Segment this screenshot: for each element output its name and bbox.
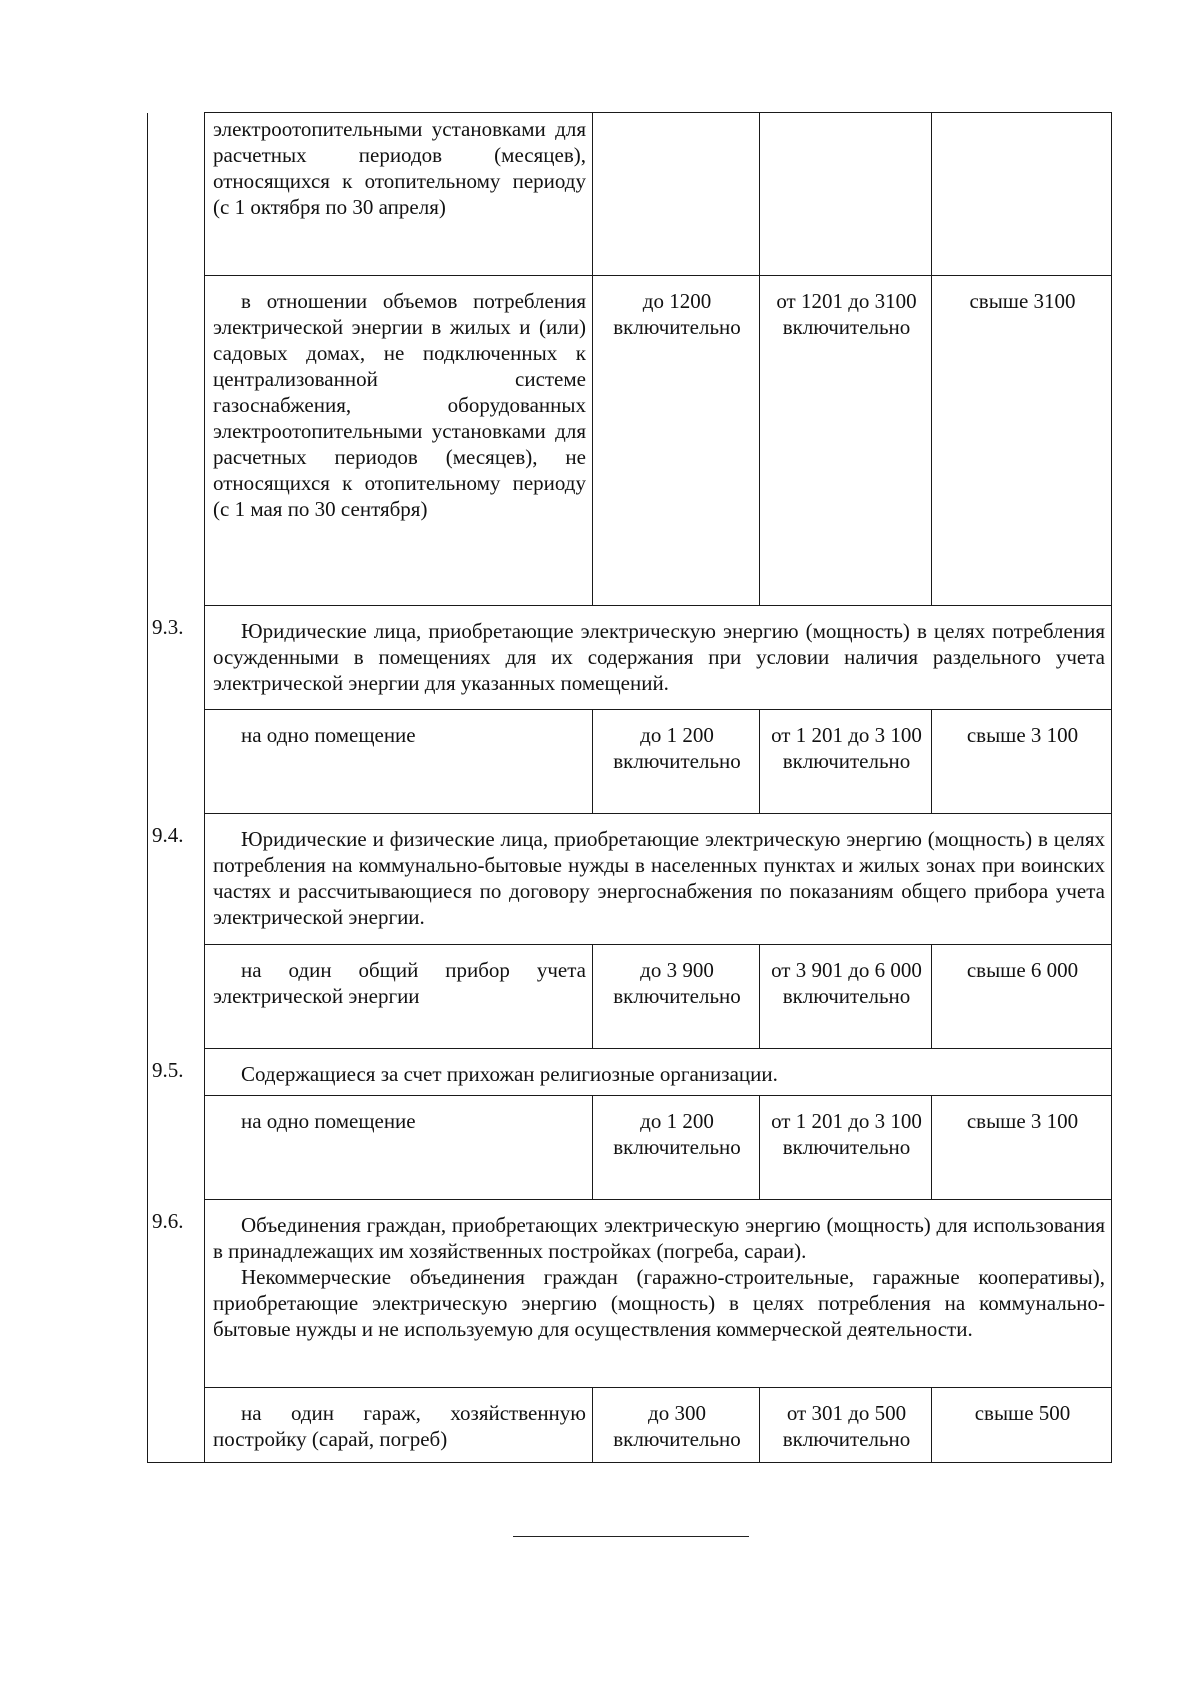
range-cell-2: от 301 до 500 включительно [760, 1388, 932, 1463]
range-cell-2: от 1 201 до 3 100 включительно [760, 1096, 932, 1200]
section-row [148, 1049, 1112, 1096]
range-cell-3: свыше 3 100 [932, 1096, 1112, 1200]
range-cell-2 [760, 113, 932, 276]
section-title: Юридические и физические лица, приобретающие электрическую энергию (мощность) в целях потребления на коммунально-бытовые нужды в населенных пунктах и жилых зонах при воинских частях и рассчитывающиеся по договору энергоснабжения по показаниям общего прибора учета электрической энергии. [205, 814, 1112, 945]
range-cell-3: свыше 3100 [932, 276, 1112, 606]
tariff-table [147, 112, 1112, 1463]
range-cell-3: свыше 6 000 [932, 945, 1112, 1049]
description-cell: на один гараж, хозяйственную постройку (сарай, погреб) [205, 1388, 593, 1463]
table-row [148, 1096, 1112, 1200]
section-title: Содержащиеся за счет прихожан религиозные организации. [205, 1049, 1112, 1096]
description-cell: на один общий прибор учета электрической энергии [205, 945, 593, 1049]
section-title: Юридические лица, приобретающие электрическую энергию (мощность) в целях потребления осужденными в помещениях для их содержания при условии наличия раздельного учета электрической энергии для указанных помещений. [205, 606, 1112, 710]
range-cell-2: от 3 901 до 6 000 включительно [760, 945, 932, 1049]
range-cell-2: от 1201 до 3100 включительно [760, 276, 932, 606]
description-cell: на одно помещение [205, 1096, 593, 1200]
table-row [148, 1388, 1112, 1463]
range-cell-1: до 3 900 включительно [593, 945, 760, 1049]
section-number: 9.4. [148, 814, 205, 945]
section-title [205, 1200, 1112, 1388]
table-row [148, 276, 1112, 606]
row-number-cell [148, 1388, 205, 1463]
section-number: 9.5. [148, 1049, 205, 1096]
range-cell-1: до 1 200 включительно [593, 710, 760, 814]
range-cell-3 [932, 113, 1112, 276]
row-number-cell [148, 1096, 205, 1200]
range-cell-1: до 1200 включительно [593, 276, 760, 606]
description-cell: в отношении объемов потребления электрической энергии в жилых и (или) садовых домах, не подключенных к централизованной системе газоснабжения, оборудованных электроотопительными установками для расчетных периодов (месяцев), не относящихся к отопительному периоду (с 1 мая по 30 сентября) [205, 276, 593, 606]
table-row [148, 710, 1112, 814]
range-cell-1 [593, 113, 760, 276]
section-number: 9.3. [148, 606, 205, 710]
row-number-cell [148, 945, 205, 1049]
section-row [148, 1200, 1112, 1388]
section-number: 9.6. [148, 1200, 205, 1388]
range-cell-1: до 1 200 включительно [593, 1096, 760, 1200]
range-cell-3: свыше 3 100 [932, 710, 1112, 814]
section-row [148, 606, 1112, 710]
section-paragraph-1: Объединения граждан, приобретающих электрическую энергию (мощность) для использования в принадлежащих им хозяйственных постройках (погреба, сараи). [213, 1213, 1105, 1263]
section-row [148, 814, 1112, 945]
table-row [148, 113, 1112, 276]
table-row [148, 945, 1112, 1049]
description-cell: электроотопительными установками для расчетных периодов (месяцев), относящихся к отопительному периоду (с 1 октября по 30 апреля) [205, 113, 593, 276]
row-number-cell [148, 710, 205, 814]
section-paragraph-2: Некоммерческие объединения граждан (гаражно-строительные, гаражные кооперативы), приобретающие электрическую энергию (мощность) в целях потребления на коммунально-бытовые нужды и не используемую для осуществления коммерческой деятельности. [213, 1265, 1105, 1341]
row-number-cell [148, 113, 205, 276]
range-cell-3: свыше 500 [932, 1388, 1112, 1463]
description-cell: на одно помещение [205, 710, 593, 814]
range-cell-1: до 300 включительно [593, 1388, 760, 1463]
row-number-cell [148, 276, 205, 606]
range-cell-2: от 1 201 до 3 100 включительно [760, 710, 932, 814]
end-of-document-rule [513, 1536, 749, 1537]
